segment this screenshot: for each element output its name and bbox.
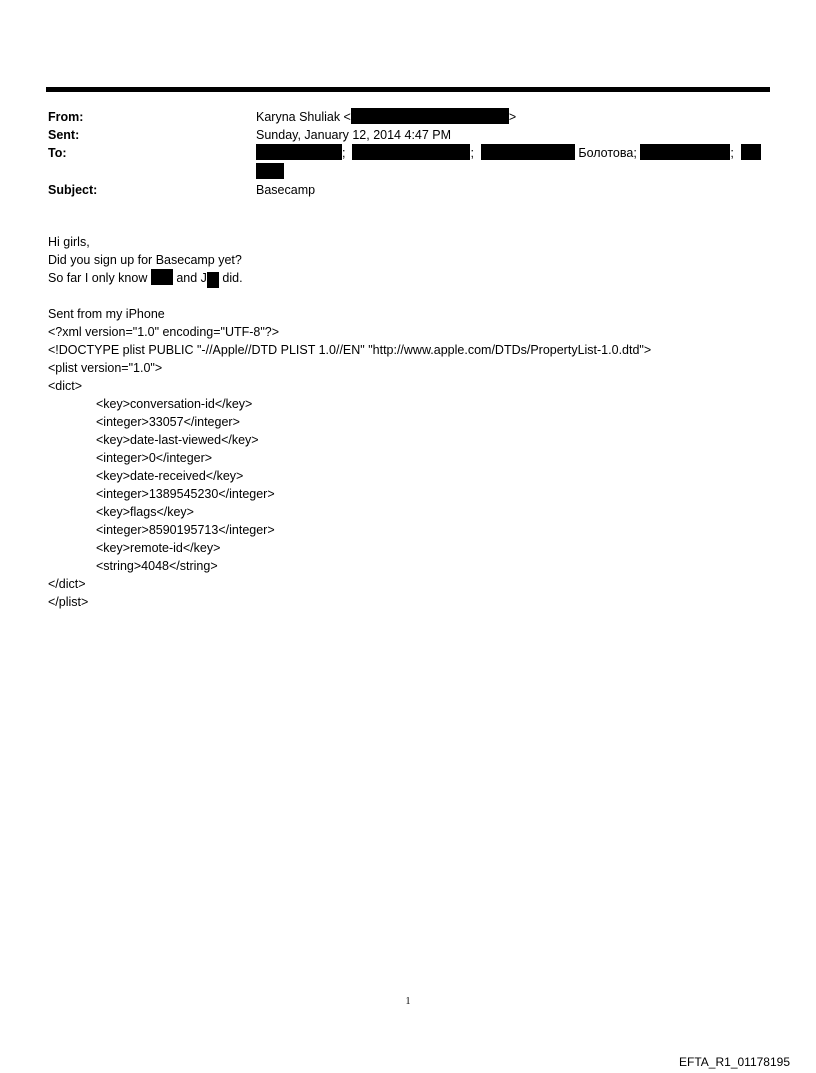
body-line-3-start: So far I only know [48, 271, 148, 285]
xml-line: <integer>8590195713</integer> [96, 523, 275, 537]
blank-line [48, 287, 651, 305]
redaction-block [351, 108, 509, 124]
xml-line: <integer>0</integer> [96, 451, 213, 465]
xml-line: <key>date-last-viewed</key> [96, 433, 259, 447]
xml-line: <key>date-received</key> [96, 469, 244, 483]
xml-line: <key>remote-id</key> [96, 541, 221, 555]
xml-line: <dict> [48, 379, 83, 393]
to-label: To: [48, 146, 67, 160]
xml-line: </dict> [48, 577, 86, 591]
to-value [256, 144, 761, 162]
xml-line: <plist version="1.0"> [48, 361, 163, 375]
xml-line: <string>4048</string> [96, 559, 218, 573]
redaction-block [151, 269, 173, 285]
to-separator: ; [342, 146, 346, 160]
body-signature: Sent from my iPhone [48, 307, 165, 321]
document-id: EFTA_R1_01178195 [679, 1055, 790, 1069]
xml-line: <integer>1389545230</integer> [96, 487, 275, 501]
header-rule [46, 87, 770, 92]
email-body [48, 233, 651, 611]
redaction-block [640, 144, 730, 160]
redaction-block [207, 272, 219, 288]
to-recipient-named: Болотова; [578, 146, 637, 160]
subject-label: Subject: [48, 183, 98, 197]
xml-line: <key>flags</key> [96, 505, 194, 519]
xml-line: <?xml version="1.0" encoding="UTF-8"?> [48, 325, 280, 339]
from-label: From: [48, 110, 84, 124]
xml-line: <!DOCTYPE plist PUBLIC "-//Apple//DTD PLIST 1.0//EN" "http://www.apple.com/DTDs/PropertyList-1.0.dtd"> [48, 343, 652, 357]
from-close: > [508, 110, 517, 124]
body-question: Did you sign up for Basecamp yet? [48, 253, 242, 267]
body-line-3-end: did. [222, 271, 243, 285]
redaction-block [481, 144, 575, 160]
redaction-block [741, 144, 761, 160]
redaction-block [256, 144, 342, 160]
subject-value: Basecamp [256, 183, 316, 197]
from-value [256, 108, 516, 126]
from-name: Karyna Shuliak < [256, 110, 351, 124]
body-line-3 [48, 269, 651, 287]
body-greeting: Hi girls, [48, 235, 90, 249]
to-separator: ; [470, 146, 474, 160]
sent-value: Sunday, January 12, 2014 4:47 PM [256, 128, 452, 142]
xml-line: </plist> [48, 595, 89, 609]
redaction-block [256, 163, 284, 179]
sent-label: Sent: [48, 128, 80, 142]
body-line-3-and: and J [176, 271, 207, 285]
xml-line: <key>conversation-id</key> [96, 397, 253, 411]
page-number: 1 [405, 996, 411, 1007]
to-separator: ; [730, 146, 734, 160]
redaction-block [352, 144, 470, 160]
xml-line: <integer>33057</integer> [96, 415, 240, 429]
